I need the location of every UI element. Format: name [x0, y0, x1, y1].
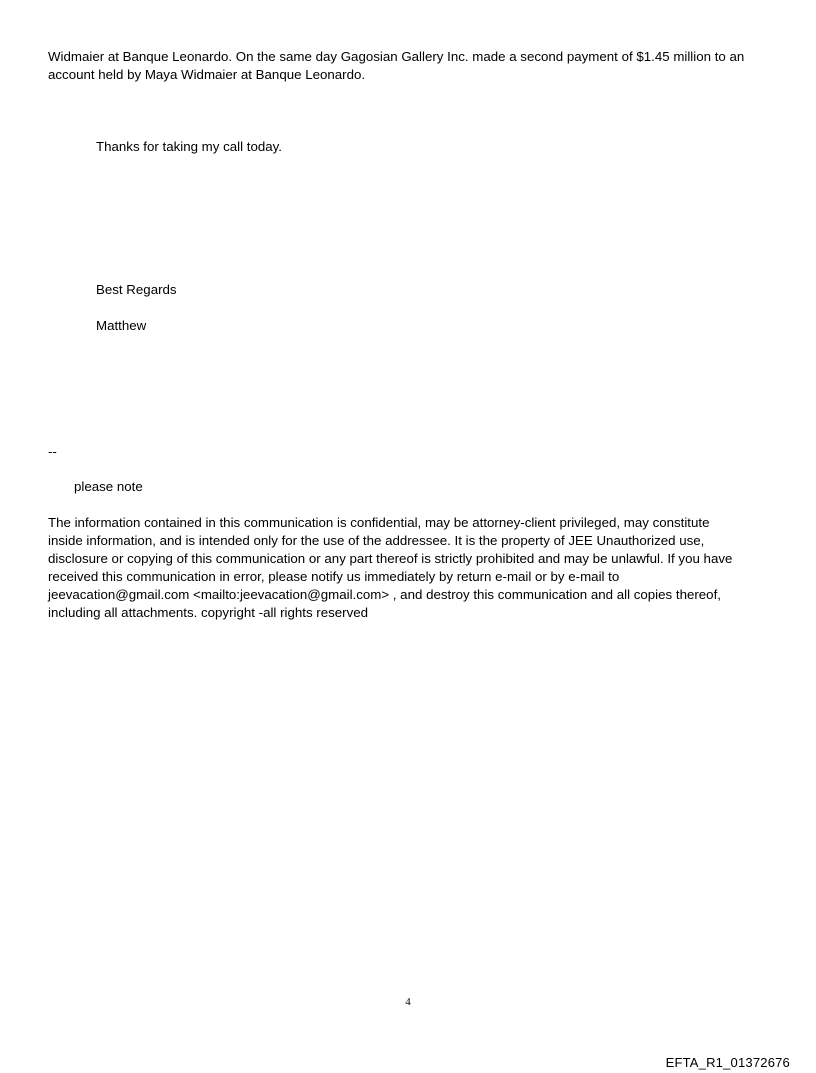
- opening-paragraph: [48, 48, 744, 84]
- disclaimer-line: The information contained in this communication is confidential, may be attorney-client privileged, may constitute: [48, 515, 710, 530]
- page-number: 4: [405, 996, 411, 1008]
- paragraph-line: Widmaier at Banque Leonardo. On the same day Gagosian Gallery Inc. made a second payment of $1.45 million to an: [48, 49, 745, 64]
- confidentiality-disclaimer: [48, 514, 732, 622]
- thanks-line: Thanks for taking my call today.: [96, 139, 282, 154]
- bates-number: EFTA_R1_01372676: [665, 1055, 790, 1070]
- paragraph-line: account held by Maya Widmaier at Banque Leonardo.: [48, 67, 366, 82]
- signature-name: Matthew: [96, 318, 147, 333]
- signature-separator: --: [48, 444, 57, 459]
- closing-line: Best Regards: [96, 282, 177, 297]
- note-heading: please note: [74, 479, 143, 494]
- disclaimer-line: jeevacation@gmail.com <mailto:jeevacation@gmail.com> , and destroy this communication and all copies thereof,: [48, 587, 721, 602]
- disclaimer-line: inside information, and is intended only for the use of the addressee. It is the property of JEE Unauthorized use,: [48, 533, 705, 548]
- disclaimer-line: disclosure or copying of this communication or any part thereof is strictly prohibited and may be unlawful. If you have: [48, 551, 733, 566]
- disclaimer-line: including all attachments. copyright -all rights reserved: [48, 605, 369, 620]
- disclaimer-line: received this communication in error, please notify us immediately by return e-mail or by e-mail to: [48, 569, 620, 584]
